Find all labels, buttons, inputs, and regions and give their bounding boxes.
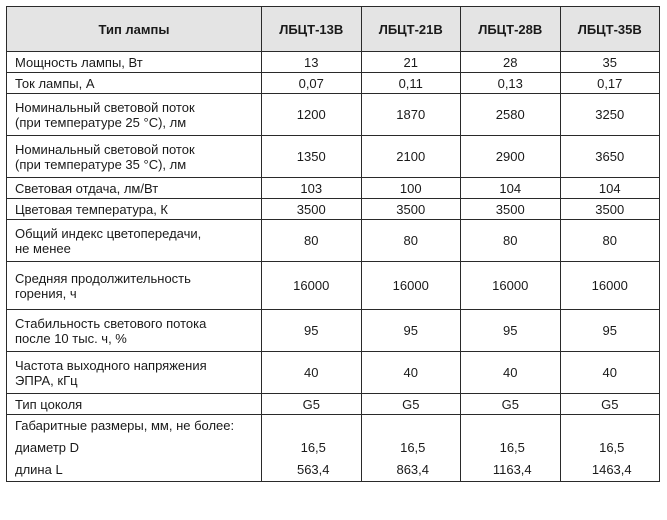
row-value: 3500	[262, 199, 362, 220]
diameter-label: диаметр D	[15, 440, 79, 455]
row-value: 2900	[461, 136, 561, 178]
row-value: G5	[461, 394, 561, 415]
row-value: 16000	[461, 262, 561, 310]
row-value: 3500	[361, 199, 461, 220]
table-row	[7, 52, 660, 73]
dimensions-values	[461, 415, 561, 482]
row-value: 104	[560, 178, 660, 199]
row-value: 40	[262, 352, 362, 394]
row-value: 1350	[262, 136, 362, 178]
row-value: G5	[361, 394, 461, 415]
table-row	[7, 220, 660, 262]
dimensions-title: Габаритные размеры, мм, не более:	[15, 418, 235, 433]
row-value: 2100	[361, 136, 461, 178]
dimensions-values	[361, 415, 461, 482]
row-value: 0,11	[361, 73, 461, 94]
row-value: 35	[560, 52, 660, 73]
row-value: 16000	[361, 262, 461, 310]
length-value: 563,4	[296, 462, 330, 477]
row-label-line: ЭПРА, кГц	[15, 372, 78, 388]
row-label-line: Средняя продолжительность	[15, 270, 191, 286]
header-model: ЛБЦТ-35В	[560, 7, 660, 52]
row-label: Световая отдача, лм/Вт	[7, 178, 262, 199]
row-value: 80	[461, 220, 561, 262]
table-header-row	[7, 7, 660, 52]
row-label-line: (при температуре 35 °С), лм	[15, 156, 187, 172]
diameter-value: 16,5	[499, 440, 525, 455]
length-value: 1463,4	[591, 462, 632, 477]
row-value: 16000	[560, 262, 660, 310]
header-model: ЛБЦТ-28В	[461, 7, 561, 52]
length-value: 1163,4	[492, 462, 532, 477]
row-value: 80	[560, 220, 660, 262]
row-value: 40	[461, 352, 561, 394]
row-label-line: не менее	[15, 240, 71, 256]
table-row	[7, 178, 660, 199]
row-value: 16000	[262, 262, 362, 310]
table-row	[7, 352, 660, 394]
table-row	[7, 394, 660, 415]
diameter-value: 16,5	[400, 440, 426, 455]
header-model: ЛБЦТ-21В	[361, 7, 461, 52]
dimensions-label	[7, 415, 262, 482]
row-value: 95	[262, 310, 362, 352]
row-value: 2580	[461, 94, 561, 136]
lamp-specs-table	[6, 6, 660, 482]
header-lamp-type: Тип лампы	[7, 7, 262, 52]
row-value: 3500	[461, 199, 561, 220]
row-value: 80	[262, 220, 362, 262]
table-row	[7, 136, 660, 178]
row-value: 0,13	[461, 73, 561, 94]
row-label	[7, 220, 262, 262]
row-value: 1870	[361, 94, 461, 136]
row-label: Ток лампы, А	[7, 73, 262, 94]
length-value: 863,4	[396, 462, 430, 477]
table-row	[7, 262, 660, 310]
row-value: 80	[361, 220, 461, 262]
row-label: Мощность лампы, Вт	[7, 52, 262, 73]
row-value: 95	[560, 310, 660, 352]
row-value: 13	[262, 52, 362, 73]
row-label	[7, 262, 262, 310]
dimensions-values	[262, 415, 362, 482]
row-label-line: Частота выходного напряжения	[15, 357, 207, 373]
length-label: длина L	[15, 462, 63, 477]
row-label-line: Номинальный световой поток	[15, 99, 195, 115]
row-label	[7, 310, 262, 352]
row-label-line: (при температуре 25 °С), лм	[15, 114, 187, 130]
header-model: ЛБЦТ-13В	[262, 7, 362, 52]
row-value: 40	[361, 352, 461, 394]
row-value: 100	[361, 178, 461, 199]
row-value: 103	[262, 178, 362, 199]
row-value: 95	[361, 310, 461, 352]
row-label	[7, 136, 262, 178]
row-label-line: Общий индекс цветопередачи,	[15, 225, 202, 241]
table-row	[7, 310, 660, 352]
table-row	[7, 94, 660, 136]
row-value: 1200	[262, 94, 362, 136]
row-value: 3500	[560, 199, 660, 220]
row-label	[7, 352, 262, 394]
dimensions-row	[7, 415, 660, 482]
row-value: 0,17	[560, 73, 660, 94]
diameter-value: 16,5	[599, 440, 625, 455]
row-label-line: Номинальный световой поток	[15, 141, 195, 157]
row-value: 3650	[560, 136, 660, 178]
table-row	[7, 73, 660, 94]
row-label-line: горения, ч	[15, 285, 77, 301]
row-label: Цветовая температура, К	[7, 199, 262, 220]
row-label: Тип цоколя	[7, 394, 262, 415]
row-label	[7, 94, 262, 136]
row-value: 28	[461, 52, 561, 73]
dimensions-values	[560, 415, 660, 482]
row-value: G5	[560, 394, 660, 415]
row-value: 21	[361, 52, 461, 73]
table-row	[7, 199, 660, 220]
row-label-line: после 10 тыс. ч, %	[15, 330, 127, 346]
diameter-value: 16,5	[300, 440, 326, 455]
row-value: 104	[461, 178, 561, 199]
row-label-line: Стабильность светового потока	[15, 315, 207, 331]
row-value: G5	[262, 394, 362, 415]
row-value: 3250	[560, 94, 660, 136]
row-value: 40	[560, 352, 660, 394]
row-value: 0,07	[262, 73, 362, 94]
row-value: 95	[461, 310, 561, 352]
